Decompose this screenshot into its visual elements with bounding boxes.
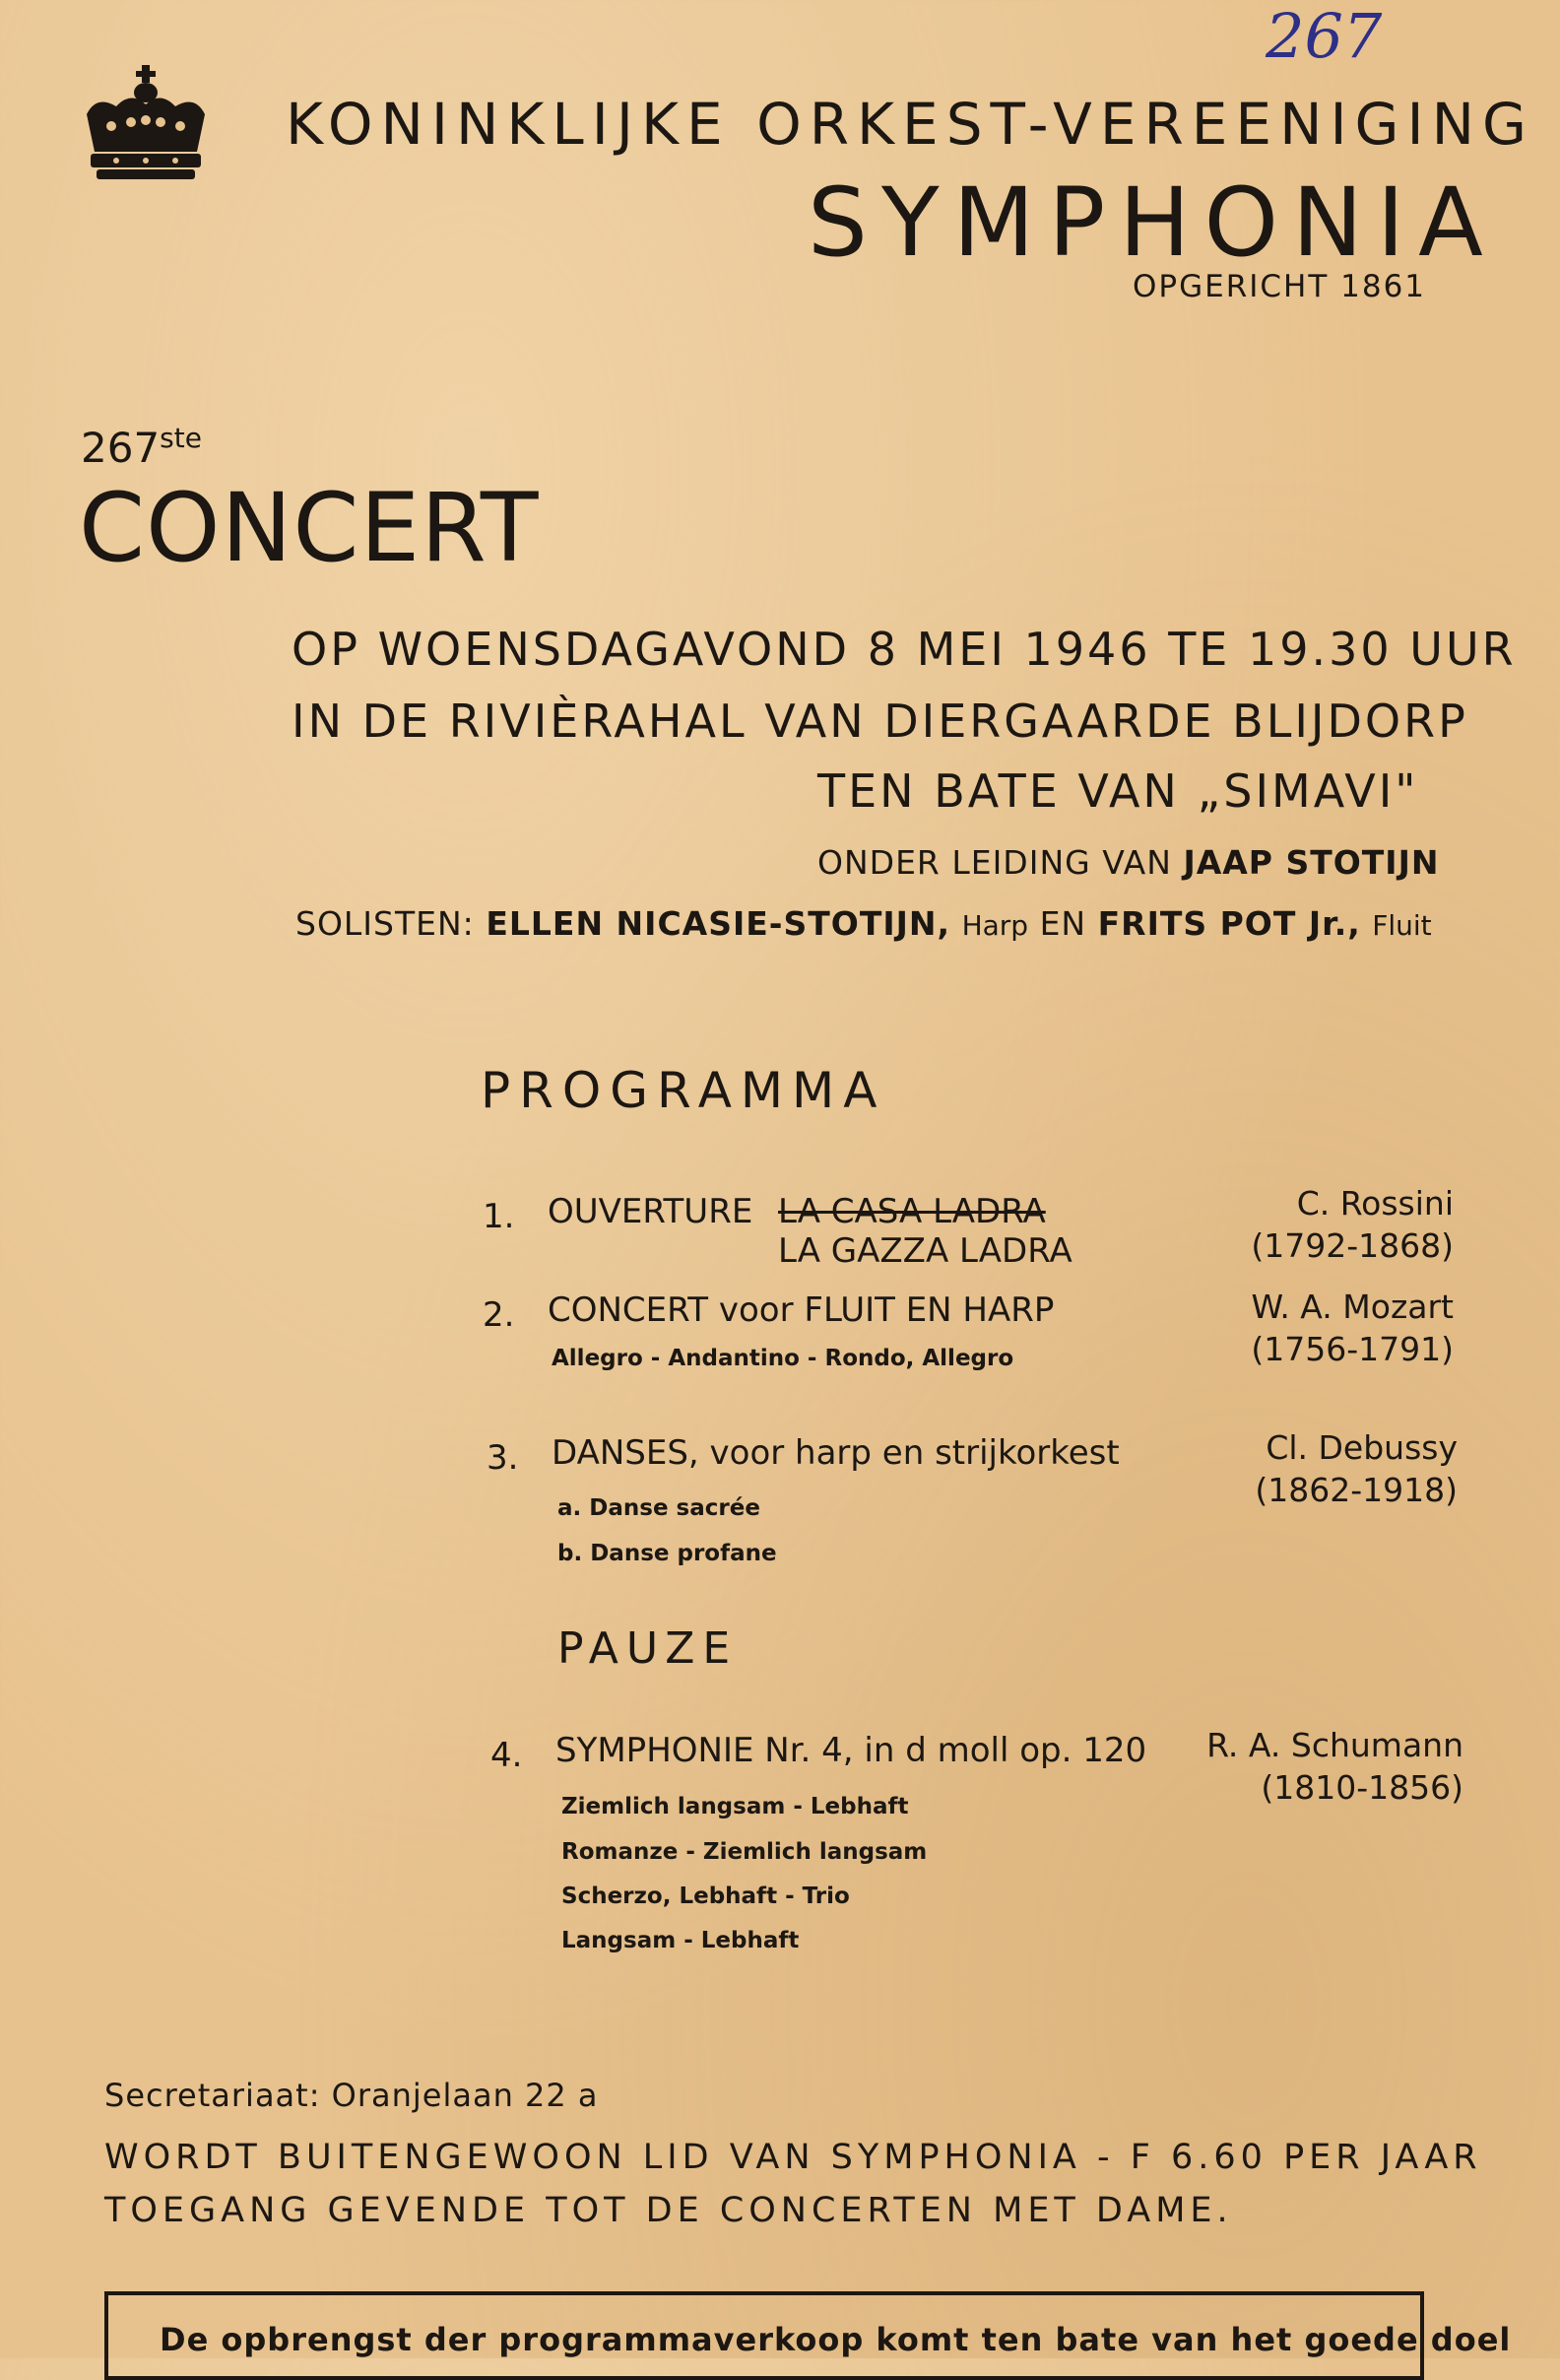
item-3-number: 3. xyxy=(487,1438,519,1478)
concert-number-suffix: ste xyxy=(160,422,202,454)
item-3-work: DANSES, voor harp en strijkorkest xyxy=(552,1433,1120,1473)
item-3-part-a: a. Danse sacrée xyxy=(557,1495,760,1521)
conductor-line xyxy=(817,843,1440,882)
concert-date-line: OP WOENSDAGAVOND 8 MEI 1946 TE 19.30 UUR xyxy=(292,623,1517,676)
org-line: KONINKLIJKE ORKEST-VEREENIGING xyxy=(286,91,1534,158)
item-4-movement-3: Scherzo, Lebhaft - Trio xyxy=(561,1884,850,1909)
concert-title: CONCERT xyxy=(79,473,540,583)
item-4-movement-1: Ziemlich langsam - Lebhaft xyxy=(561,1794,909,1819)
archive-number: 267 xyxy=(1266,0,1383,72)
soloist-1-instrument: Harp xyxy=(961,909,1029,942)
charity-notice-box xyxy=(104,2291,1512,2380)
item-3-part-b: b. Danse profane xyxy=(557,1541,777,1566)
faded-stamp xyxy=(154,235,182,313)
item-1-title: LA GAZZA LADRA xyxy=(778,1231,1072,1271)
soloists-prefix: SOLISTEN: xyxy=(295,904,475,943)
item-4-composer: R. A. Schumann xyxy=(1206,1726,1463,1764)
membership-line-1: WORDT BUITENGEWOON LID VAN SYMPHONIA - F 6.60 PER JAAR xyxy=(104,2138,1482,2177)
concert-number-value: 267 xyxy=(81,424,161,472)
item-4-movement-4: Langsam - Lebhaft xyxy=(561,1928,800,1953)
pause-heading: PAUZE xyxy=(557,1623,739,1674)
item-2-composer: W. A. Mozart xyxy=(1251,1288,1454,1326)
item-4-work: SYMPHONIE Nr. 4, in d moll op. 120 xyxy=(555,1731,1147,1770)
concert-venue-line: IN DE RIVIÈRAHAL VAN DIERGAARDE BLIJDORP xyxy=(292,694,1468,748)
crown-icon xyxy=(77,65,215,181)
item-1-number: 1. xyxy=(483,1197,515,1236)
soloists-joiner: EN xyxy=(1039,904,1087,943)
soloist-2: FRITS POT Jr., xyxy=(1097,904,1361,943)
item-1-work: OUVERTURE xyxy=(548,1192,753,1231)
org-name: SYMPHONIA xyxy=(808,167,1497,278)
item-1-composer: C. Rossini xyxy=(1296,1184,1454,1223)
item-4-number: 4. xyxy=(490,1736,523,1775)
conductor-prefix: ONDER LEIDING VAN xyxy=(817,843,1172,882)
item-2-movements: Allegro - Andantino - Rondo, Allegro xyxy=(552,1346,1014,1371)
conductor-name: JAAP STOTIJN xyxy=(1183,843,1440,882)
item-2-number: 2. xyxy=(483,1295,515,1335)
membership-line-2: TOEGANG GEVENDE TOT DE CONCERTEN MET DAME. xyxy=(104,2191,1233,2230)
item-3-composer: Cl. Debussy xyxy=(1266,1428,1458,1467)
concert-number xyxy=(81,422,202,472)
item-2-years: (1756-1791) xyxy=(1251,1330,1454,1368)
item-1-years: (1792-1868) xyxy=(1251,1226,1454,1265)
charity-notice-text: De opbrengst der programmaverkoop komt ten bate van het goede doel xyxy=(160,2321,1512,2358)
item-1-struck-title: LA CASA LADRA xyxy=(778,1192,1046,1231)
concert-benefit-line: TEN BATE VAN „SIMAVI" xyxy=(817,764,1419,818)
secretariat-address: Secretariaat: Oranjelaan 22 a xyxy=(104,2077,599,2114)
soloist-2-instrument: Fluit xyxy=(1372,909,1432,942)
item-4-years: (1810-1856) xyxy=(1261,1768,1463,1807)
programme-heading: PROGRAMMA xyxy=(481,1062,886,1119)
item-2-work: CONCERT voor FLUIT EN HARP xyxy=(548,1290,1055,1330)
soloist-1: ELLEN NICASIE-STOTIJN, xyxy=(486,904,951,943)
item-4-movement-2: Romanze - Ziemlich langsam xyxy=(561,1839,928,1865)
founded-year: OPGERICHT 1861 xyxy=(1133,269,1427,304)
soloists-line xyxy=(295,904,1432,943)
item-3-years: (1862-1918) xyxy=(1255,1471,1458,1509)
